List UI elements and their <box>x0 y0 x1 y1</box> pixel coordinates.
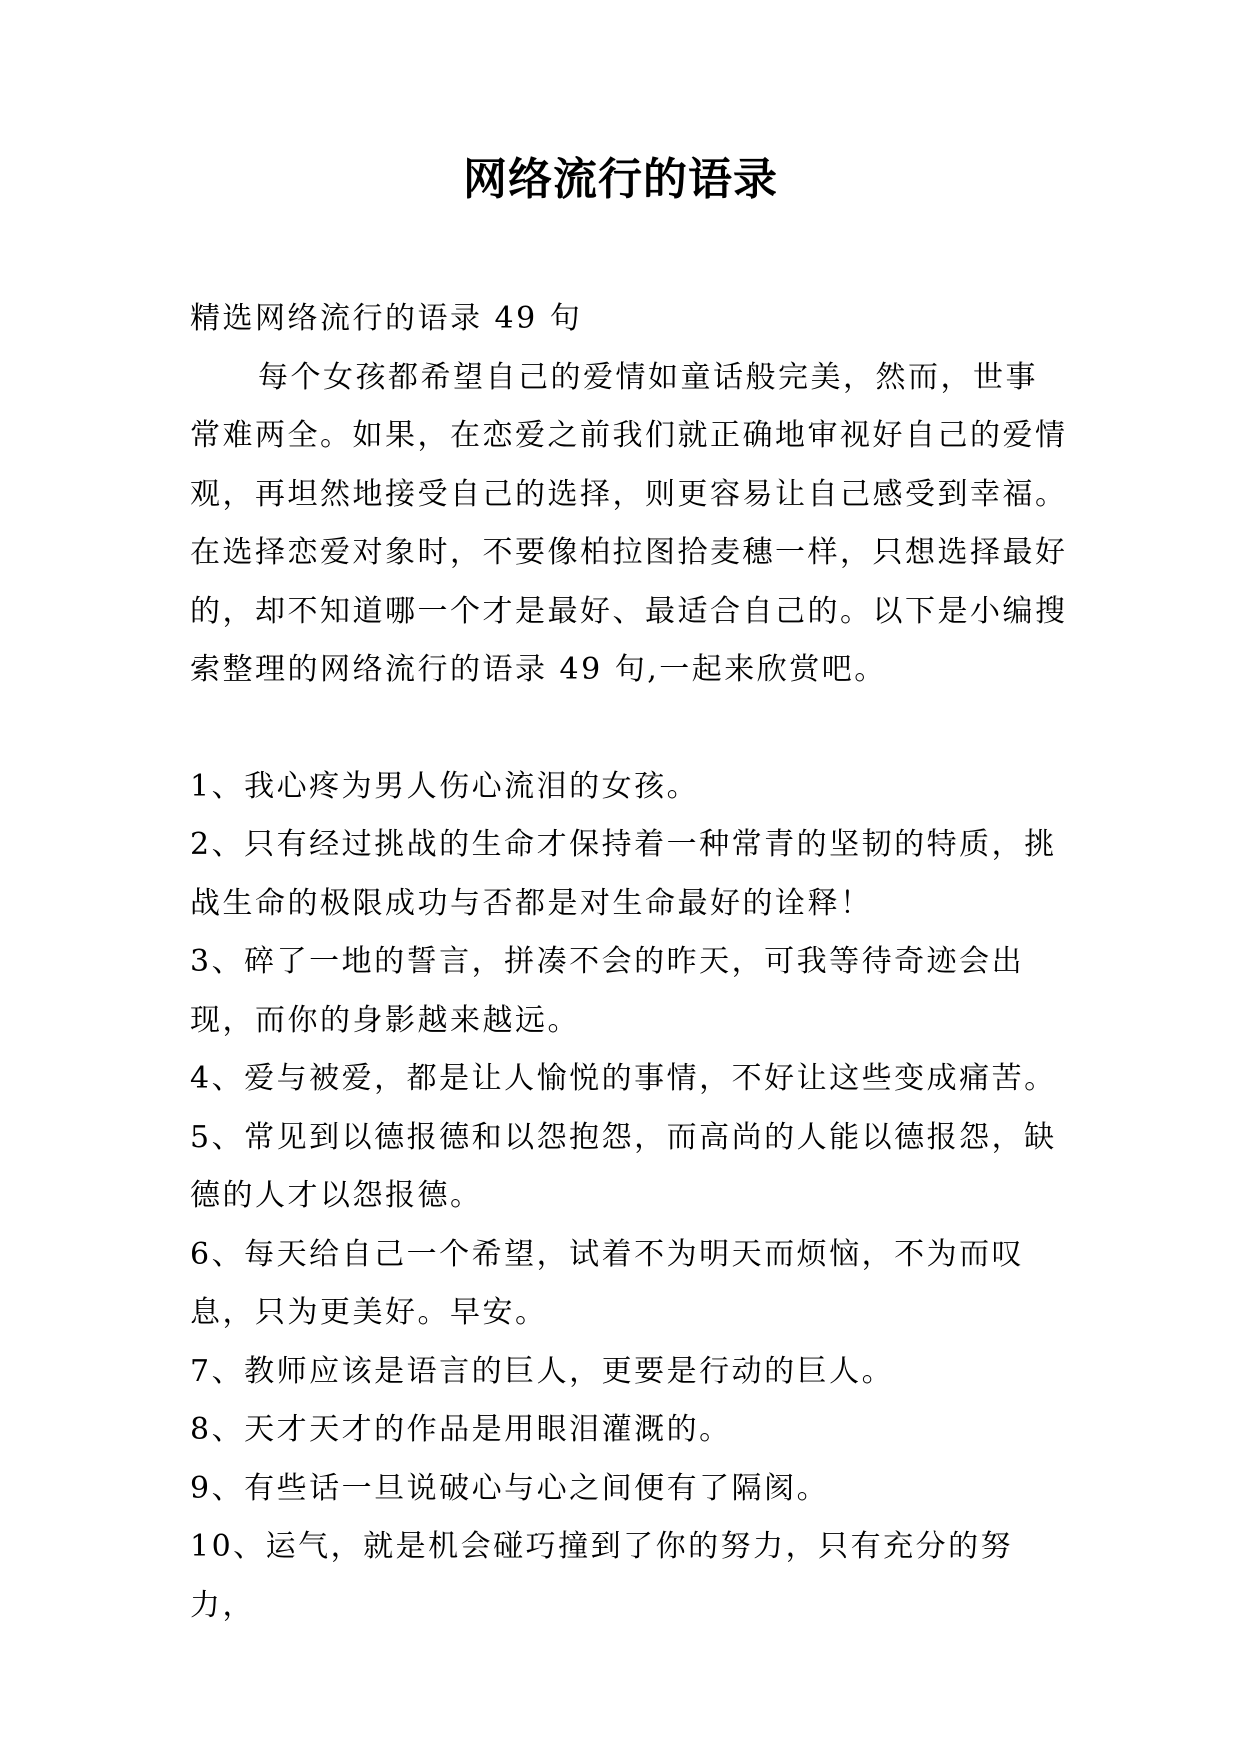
quote-item: 1、我心疼为男人伤心流泪的女孩。 <box>190 768 700 804</box>
paragraph-spacer <box>190 700 1070 758</box>
quote-item: 8、天才天才的作品是用眼泪灌溉的。 <box>190 1412 732 1447</box>
quote-item: 7、教师应该是语言的巨人，更要是行动的巨人。 <box>190 1353 895 1389</box>
document-subtitle: 精选网络流行的语录 49 句 <box>190 301 583 336</box>
quote-item: 9、有些话一旦说破心与心之间便有了隔阂。 <box>190 1470 830 1506</box>
quote-item: 10、运气，就是机会碰巧撞到了你的努力，只有充分的努力， <box>190 1529 1014 1623</box>
quote-item: 3、碎了一地的誓言，拼凑不会的昨天，可我等待奇迹会出现，而你的身影越来越远。 <box>190 944 1025 1038</box>
quote-item: 6、每天给自己一个希望，试着不为明天而烦恼，不为而叹息，只为更美好。早安。 <box>190 1236 1025 1330</box>
document-body <box>190 290 1070 1635</box>
quote-item: 2、只有经过挑战的生命才保持着一种常青的坚韧的特质，挑战生命的极限成功与否都是对生命最好的诠释！ <box>190 827 1057 921</box>
quote-item: 4、爱与被爱，都是让人愉悦的事情，不好让这些变成痛苦。 <box>190 1061 1057 1096</box>
quote-item: 5、常见到以德报德和以怨抱怨，而高尚的人能以德报怨，缺德的人才以怨报德。 <box>190 1119 1057 1213</box>
document-title: 网络流行的语录 <box>463 154 778 205</box>
intro-paragraph: 每个女孩都希望自己的爱情如童话般完美，然而，世事常难两全。如果，在恋爱之前我们就正确地审视好自己的爱情观，再坦然地接受自己的选择，则更容易让自己感受到幸福。在选择恋爱对象时，不要像柏拉图拾麦穗一样，只想选择最好的，却不知道哪一个才是最好、最适合自己的。以下是小编搜索整理的网络流行的语录 49 句,一起来欣赏吧。 <box>190 359 1068 687</box>
